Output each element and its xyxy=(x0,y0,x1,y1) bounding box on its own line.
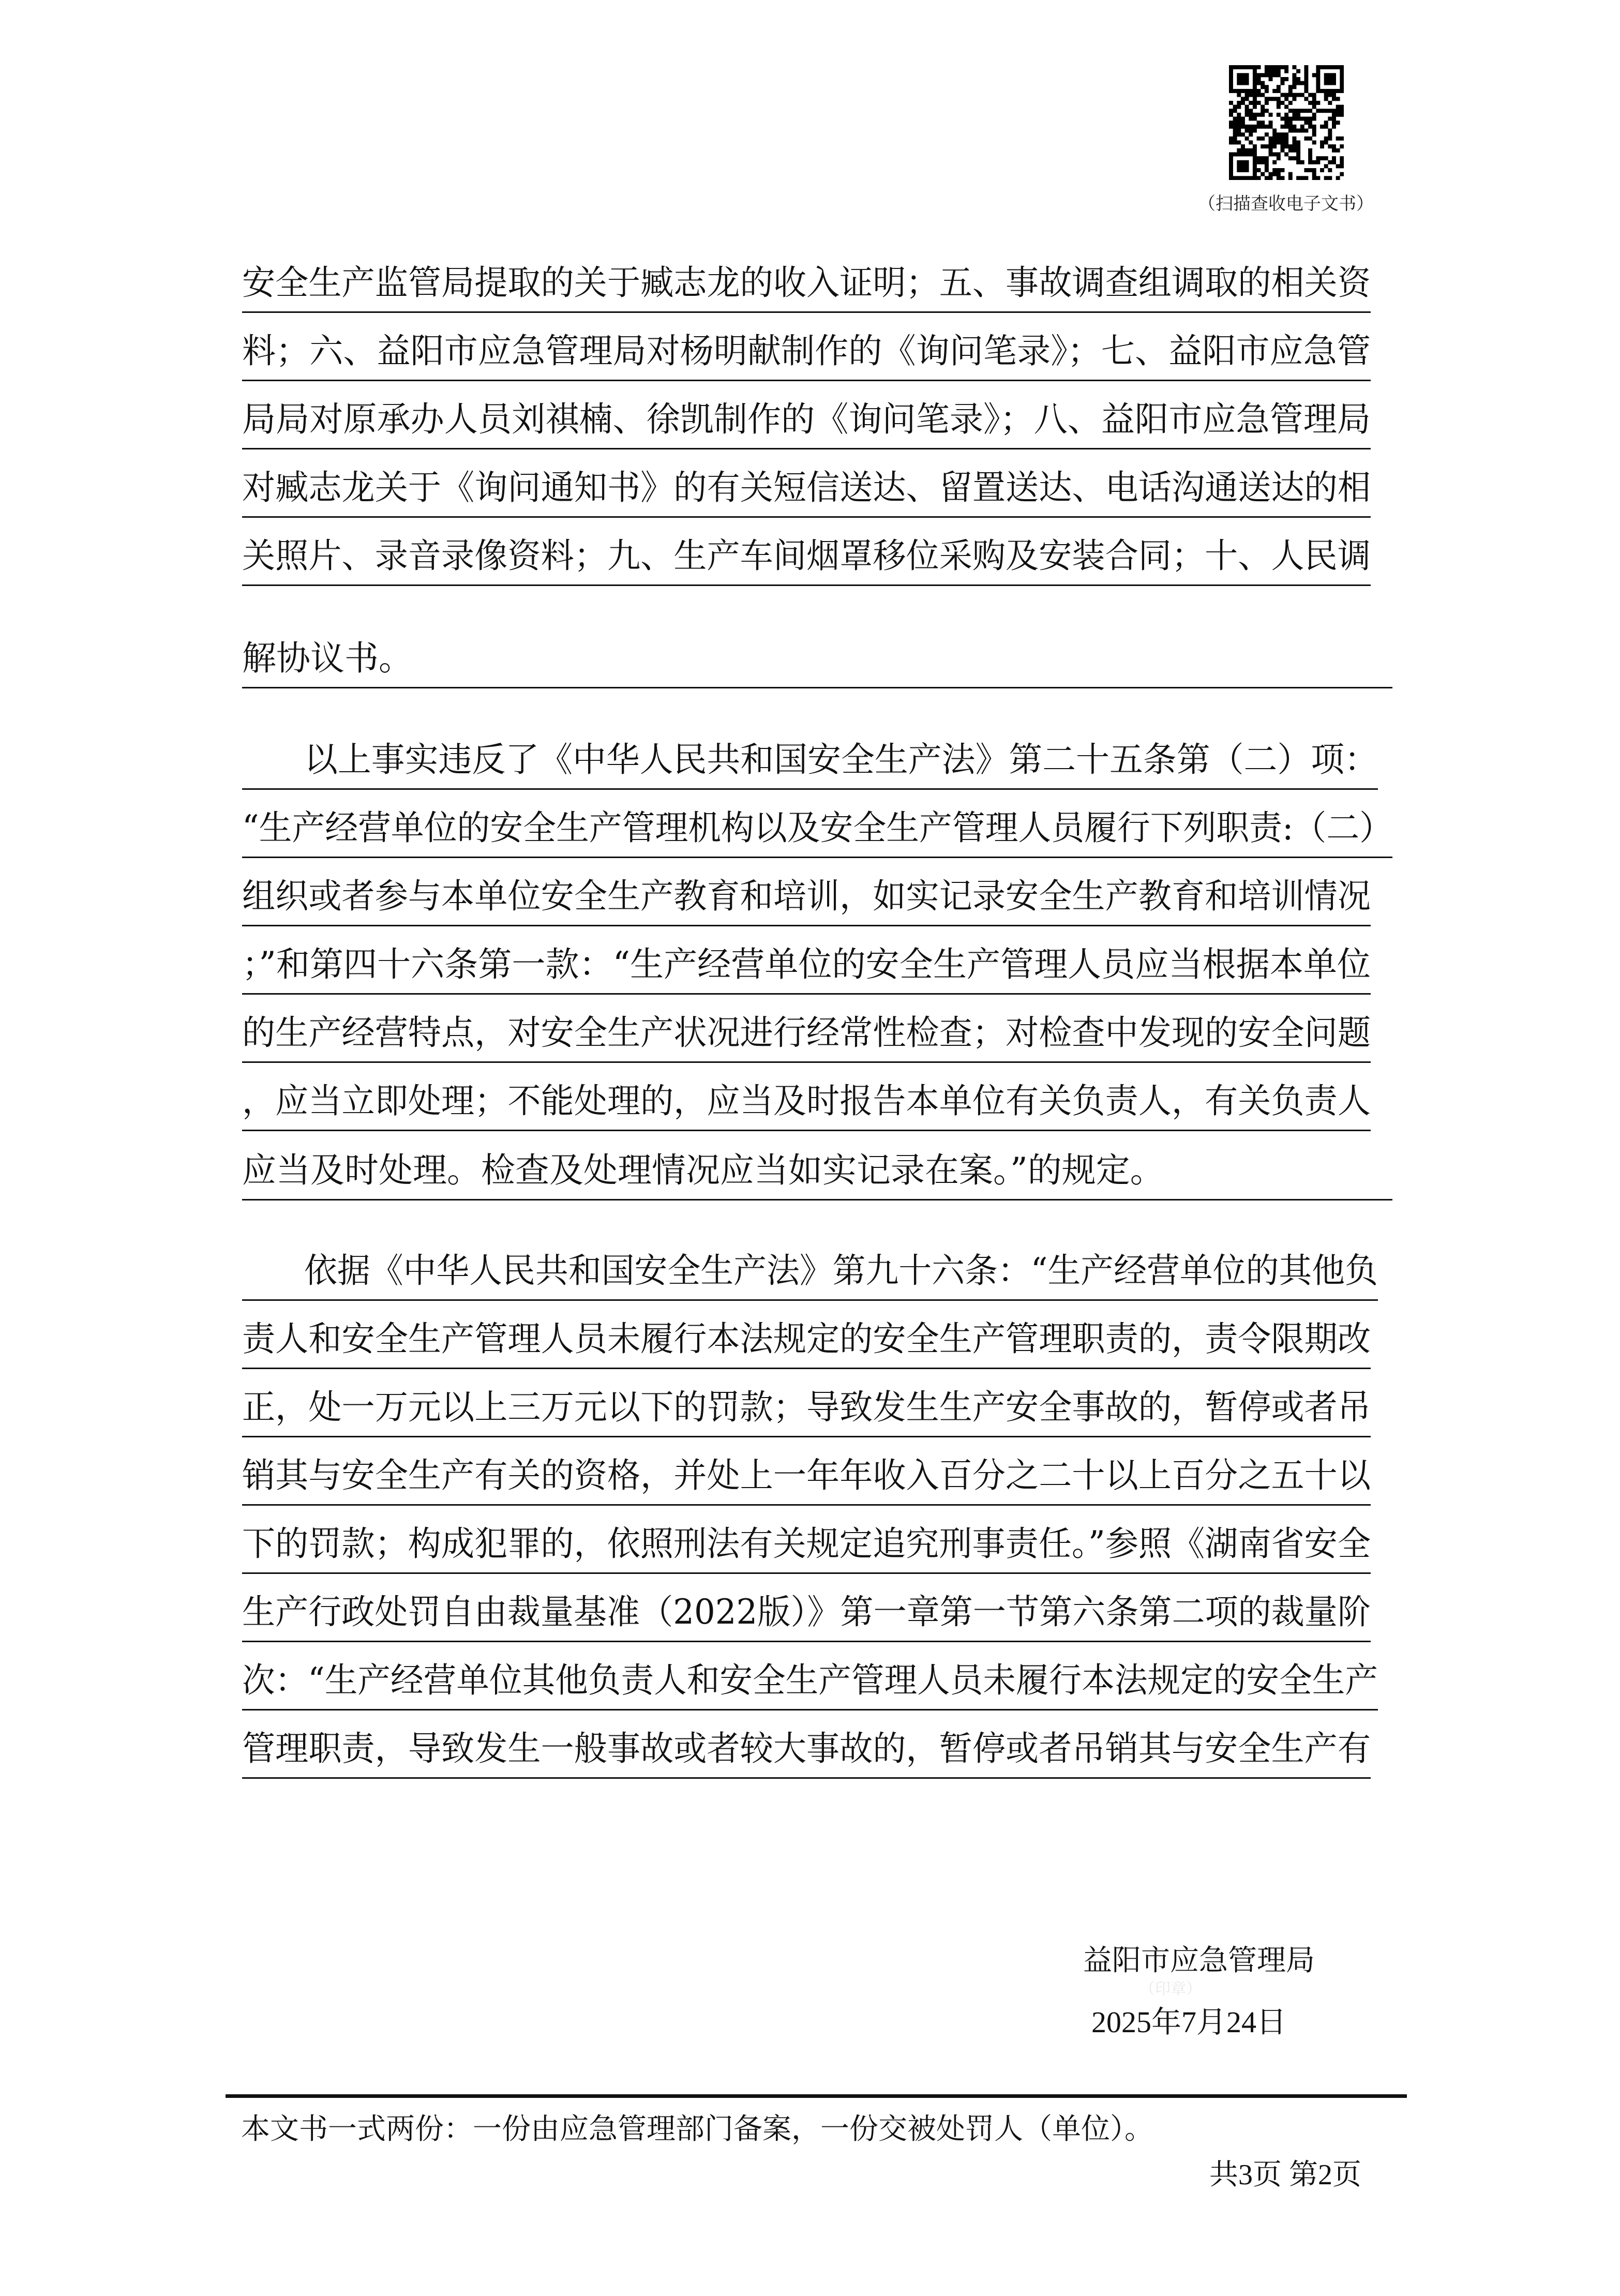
body-line-text: 解协议书。 xyxy=(242,638,413,678)
issuing-agency: 益阳市应急管理局 xyxy=(1083,1944,1315,1977)
copies-note: 本文书一式两份：一份由应急管理部门备案，一份交被处罚人（单位）。 xyxy=(241,2112,1153,2146)
body-line-text: 对臧志龙关于《询问通知书》的有关短信送达、留置送达、电话沟通送达的相 xyxy=(242,468,1371,507)
body-line-text: 次：“生产经营单位其他负责人和安全生产管理人员未履行本法规定的安全生产 xyxy=(242,1660,1378,1700)
body-line-text: 应当及时处理。检查及处理情况应当如实记录在案。”的规定。 xyxy=(242,1150,1164,1190)
body-line-text: 正，处一万元以上三万元以下的罚款；导致发生生产安全事故的，暂停或者吊 xyxy=(242,1387,1371,1427)
body-line xyxy=(242,630,1392,688)
body-line-text: ，应当立即处理；不能处理的，应当及时报告本单位有关负责人，有关负责人 xyxy=(242,1081,1371,1121)
body-line-text: 生产行政处罚自由裁量基准（2022版）》第一章第一节第六条第二项的裁量阶 xyxy=(242,1592,1371,1632)
body-line xyxy=(242,1379,1371,1437)
qr-pattern xyxy=(1229,65,1344,180)
body-line xyxy=(242,1073,1371,1131)
issue-date: 2025年7月24日 xyxy=(1091,2005,1287,2039)
body-line-text: 组织或者参与本单位安全生产教育和培训，如实记录安全生产教育和培训情况 xyxy=(242,876,1371,916)
body-line-text: ；”和第四十六条第一款：“生产经营单位的安全生产管理人员应当根据本单位 xyxy=(242,944,1371,984)
body-line xyxy=(242,731,1378,790)
body-line xyxy=(242,1515,1371,1574)
page-number: 共3页 第2页 xyxy=(1209,2159,1361,2191)
body-line xyxy=(242,800,1392,858)
body-line xyxy=(242,1720,1371,1779)
body-line xyxy=(242,1311,1371,1369)
body-line-text: 安全生产监管局提取的关于臧志龙的收入证明；五、事故调查组调取的相关资 xyxy=(242,263,1371,303)
body-line-text: “生产经营单位的安全生产管理机构以及安全生产管理人员履行下列职责:（二） xyxy=(242,808,1392,848)
body-line xyxy=(242,868,1371,926)
body-line-text: 下的罚款；构成犯罪的，依照刑法有关规定追究刑事责任。”参照《湖南省安全 xyxy=(242,1524,1371,1564)
body-line-text: 关照片、录音录像资料；九、生产车间烟罩移位采购及安装合同；十、人民调 xyxy=(242,536,1371,576)
body-line-text: 管理职责，导致发生一般事故或者较大事故的，暂停或者吊销其与安全生产有 xyxy=(242,1729,1371,1768)
body-line xyxy=(242,528,1371,586)
body-line-text: 依据《中华人民共和国安全生产法》第九十六条：“生产经营单位的其他负 xyxy=(304,1251,1378,1290)
body-line xyxy=(242,1652,1378,1710)
body-line-text: 料；六、益阳市应急管理局对杨明献制作的《询问笔录》；七、益阳市应急管 xyxy=(242,331,1371,371)
body-line xyxy=(242,1242,1378,1301)
body-line xyxy=(242,1447,1371,1506)
body-line xyxy=(242,323,1371,381)
footer-rule xyxy=(226,2094,1407,2098)
body-line xyxy=(242,1004,1371,1063)
seal-mark: （印章） xyxy=(1139,1980,1202,1998)
body-line xyxy=(242,459,1371,518)
body-line xyxy=(242,1584,1371,1642)
body-line-text: 局局对原承办人员刘祺楠、徐凯制作的《询问笔录》；八、益阳市应急管理局 xyxy=(242,399,1371,439)
body-line-text: 销其与安全生产有关的资格，并处上一年年收入百分之二十以上百分之五十以 xyxy=(242,1455,1371,1495)
qr-code xyxy=(1229,65,1344,180)
body-line-text: 以上事实违反了《中华人民共和国安全生产法》第二十五条第（二）项： xyxy=(304,740,1378,779)
body-line xyxy=(242,254,1371,313)
body-line-text: 的生产经营特点，对安全生产状况进行经常性检查；对检查中发现的安全问题 xyxy=(242,1013,1371,1053)
body-line xyxy=(242,936,1371,995)
body-line xyxy=(242,391,1371,449)
body-line-text: 责人和安全生产管理人员未履行本法规定的安全生产管理职责的，责令限期改 xyxy=(242,1319,1371,1359)
qr-caption: （扫描查收电子文书） xyxy=(1198,193,1374,214)
body-line xyxy=(242,1142,1392,1200)
